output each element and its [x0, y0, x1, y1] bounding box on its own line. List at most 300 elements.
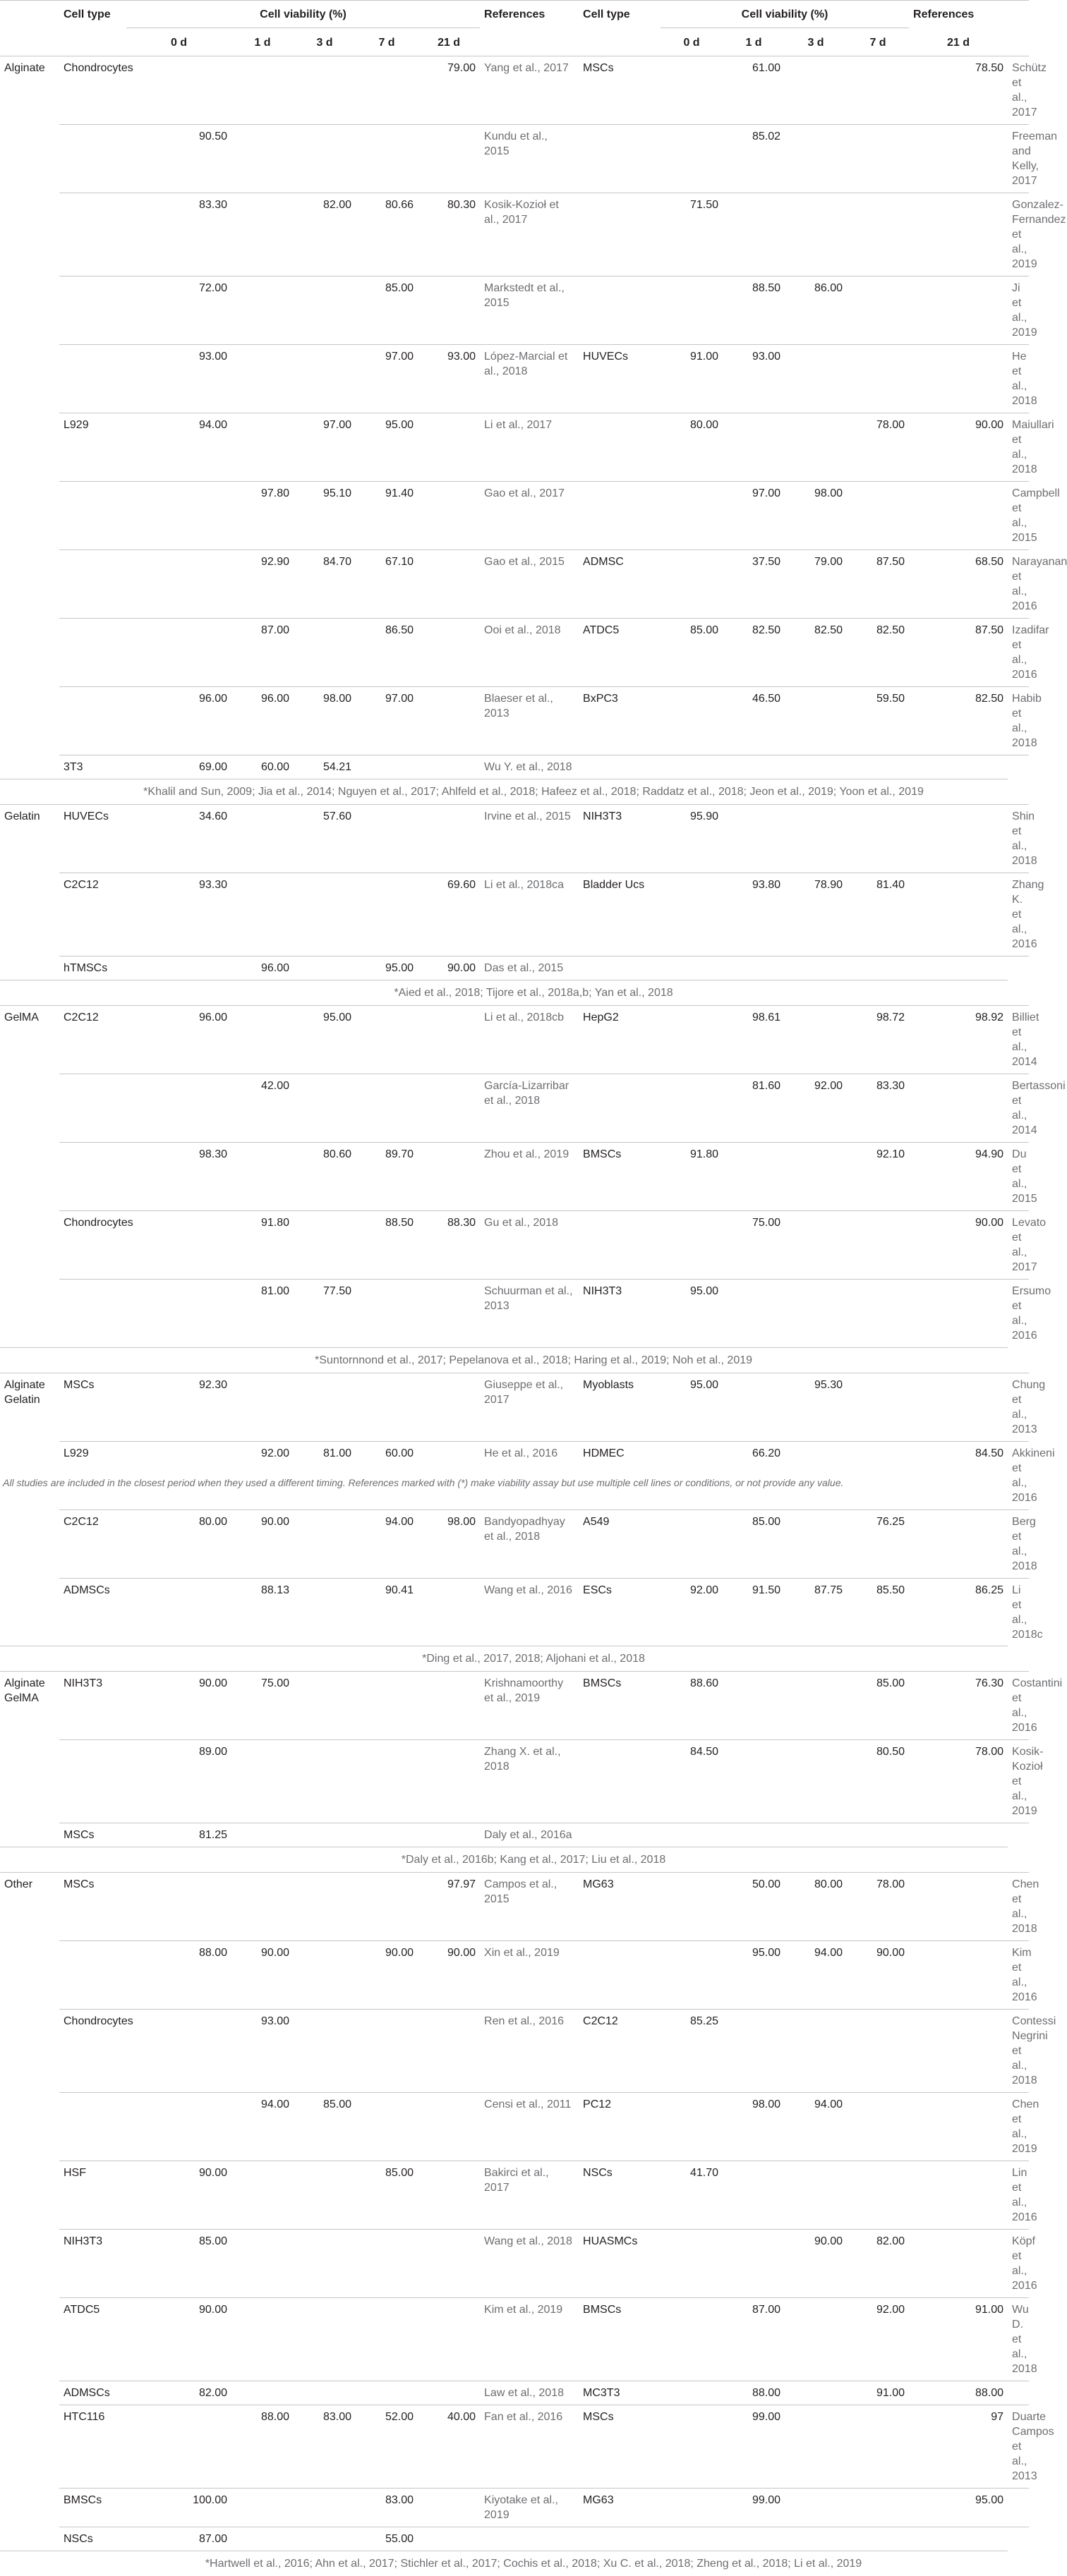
- viability-value: 78.00: [847, 413, 909, 482]
- viability-value: 84.50: [909, 1441, 1008, 1509]
- viability-value: [356, 805, 418, 873]
- viability-value: [661, 1509, 723, 1578]
- cell-type: BMSCs: [579, 1672, 661, 1740]
- group-note: *Ding et al., 2017, 2018; Aljohani et al., 2018: [59, 1646, 1008, 1672]
- viability-value: [356, 1373, 418, 1441]
- viability-value: [294, 125, 356, 193]
- viability-value: 90.00: [356, 1941, 418, 2010]
- viability-value: 98.00: [723, 2093, 785, 2161]
- viability-value: 95.90: [661, 805, 723, 873]
- reference: Irvine et al., 2015: [480, 805, 579, 873]
- group-note-row: [0, 779, 1029, 805]
- viability-value: [418, 2230, 480, 2298]
- cell-type: L929: [59, 1441, 126, 1509]
- viability-value: [909, 956, 1008, 980]
- viability-value: [909, 125, 1008, 193]
- viability-value: [661, 1873, 723, 1941]
- viability-value: [356, 2298, 418, 2381]
- viability-value: [231, 1740, 294, 1823]
- viability-value: 52.00: [356, 2405, 418, 2489]
- table-row: [0, 277, 1029, 345]
- reference: Chen et al., 2019: [1008, 2093, 1029, 2161]
- viability-value: [723, 1373, 785, 1441]
- viability-value: [723, 1672, 785, 1740]
- table-row: [0, 345, 1029, 413]
- viability-value: 80.00: [785, 1873, 847, 1941]
- viability-value: 60.00: [231, 755, 294, 779]
- reference: Zhang X. et al., 2018: [480, 1740, 579, 1823]
- cell-type: HUASMCs: [579, 2230, 661, 2298]
- viability-value: 94.90: [909, 1143, 1008, 1211]
- viability-value: 78.00: [847, 1873, 909, 1941]
- viability-value: 85.25: [661, 2010, 723, 2093]
- viability-value: [723, 956, 785, 980]
- reference: García-Lizarribar et al., 2018: [480, 1074, 579, 1143]
- viability-value: [847, 2010, 909, 2093]
- viability-value: 94.00: [356, 1509, 418, 1578]
- cell-type: Bladder Ucs: [579, 873, 661, 956]
- cell-type: [59, 1740, 126, 1823]
- viability-value: [785, 1441, 847, 1509]
- viability-value: 88.00: [723, 2381, 785, 2405]
- reference: Lin et al., 2016: [1008, 2161, 1029, 2230]
- viability-value: 91.00: [847, 2381, 909, 2405]
- viability-value: 87.50: [847, 550, 909, 619]
- viability-value: 95.00: [661, 1280, 723, 1348]
- viability-value: [661, 2093, 723, 2161]
- viability-value: [661, 2298, 723, 2381]
- viability-value: 94.00: [231, 2093, 294, 2161]
- viability-value: 93.00: [418, 345, 480, 413]
- table-row: [0, 1672, 1029, 1740]
- cell-type: [59, 619, 126, 687]
- viability-value: [661, 2405, 723, 2489]
- viability-value: [418, 482, 480, 550]
- viability-value: 92.00: [847, 2298, 909, 2381]
- cell-type: HDMEC: [579, 1441, 661, 1509]
- viability-value: 94.00: [785, 1941, 847, 2010]
- viability-value: [785, 56, 847, 125]
- viability-value: 81.00: [231, 1280, 294, 1348]
- viability-value: [847, 755, 909, 779]
- viability-value: [909, 1873, 1008, 1941]
- viability-value: 34.60: [126, 805, 231, 873]
- reference: Xin et al., 2019: [480, 1941, 579, 2010]
- reference: Li et al., 2018cb: [480, 1006, 579, 1074]
- viability-value: 90.00: [231, 1941, 294, 2010]
- viability-value: 91.00: [909, 2298, 1008, 2381]
- viability-value: 68.50: [909, 550, 1008, 619]
- viability-value: [418, 1074, 480, 1143]
- reference: Campos et al., 2015: [480, 1873, 579, 1941]
- viability-value: 95.00: [909, 2489, 1008, 2527]
- reference: He et al., 2018: [1008, 345, 1029, 413]
- group-note: *Khalil and Sun, 2009; Jia et al., 2014; Nguyen et al., 2017; Ahlfeld et al., 2018; Hafeez et al., 2018; Raddatz et al., 2018; Jeon et al., 2019; Yoon et al., 2019: [59, 779, 1008, 805]
- reference: Wu Y. et al., 2018: [480, 755, 579, 779]
- table-row: [0, 2230, 1029, 2298]
- table-row: [0, 805, 1029, 873]
- cell-type: [59, 482, 126, 550]
- viability-value: [418, 755, 480, 779]
- viability-value: [723, 413, 785, 482]
- viability-value: [231, 125, 294, 193]
- viability-value: 98.72: [847, 1006, 909, 1074]
- cell-viability-header-right: Cell viability (%): [661, 0, 909, 28]
- viability-value: [661, 1211, 723, 1280]
- viability-value: 97.97: [418, 1873, 480, 1941]
- viability-value: [418, 619, 480, 687]
- table-row: [0, 125, 1029, 193]
- reference: Bandyopadhyay et al., 2018: [480, 1509, 579, 1578]
- reference: Li et al., 2017: [480, 413, 579, 482]
- viability-value: [785, 125, 847, 193]
- viability-value: [661, 1006, 723, 1074]
- viability-value: [418, 125, 480, 193]
- viability-value: [785, 2161, 847, 2230]
- viability-value: 98.00: [418, 1509, 480, 1578]
- viability-value: 98.30: [126, 1143, 231, 1211]
- cell-type: [579, 193, 661, 277]
- viability-value: 97.80: [231, 482, 294, 550]
- viability-value: [723, 2230, 785, 2298]
- viability-value: [294, 956, 356, 980]
- viability-value: [231, 1873, 294, 1941]
- viability-value: [785, 755, 847, 779]
- viability-value: [126, 550, 231, 619]
- cell-type: HUVECs: [59, 805, 126, 873]
- viability-value: [126, 2010, 231, 2093]
- viability-value: [661, 1441, 723, 1509]
- group-note: *Aied et al., 2018; Tijore et al., 2018a,b; Yan et al., 2018: [59, 980, 1008, 1006]
- viability-value: [418, 1006, 480, 1074]
- viability-value: [231, 2161, 294, 2230]
- viability-value: 90.00: [785, 2230, 847, 2298]
- viability-value: 96.00: [126, 687, 231, 755]
- viability-value: [418, 1740, 480, 1823]
- viability-value: [231, 193, 294, 277]
- viability-value: [418, 1578, 480, 1646]
- table-row: [0, 482, 1029, 550]
- viability-value: [785, 1280, 847, 1348]
- day-header-0d: 0 d: [126, 28, 231, 56]
- cell-type: A549: [579, 1509, 661, 1578]
- viability-value: [909, 2010, 1008, 2093]
- cell-type: NIH3T3: [59, 1672, 126, 1740]
- viability-value: [847, 2093, 909, 2161]
- cell-type: MSCs: [579, 2405, 661, 2489]
- viability-value: [847, 345, 909, 413]
- viability-value: [723, 1143, 785, 1211]
- viability-value: [723, 2527, 785, 2551]
- viability-value: [126, 2093, 231, 2161]
- reference: Narayanan et al., 2016: [1008, 550, 1029, 619]
- viability-value: 83.00: [356, 2489, 418, 2527]
- reference: Kosik-Kozioł et al., 2017: [480, 193, 579, 277]
- viability-value: 95.00: [723, 1941, 785, 2010]
- reference: Das et al., 2015: [480, 956, 579, 980]
- viability-value: 91.80: [231, 1211, 294, 1280]
- reference: Maiullari et al., 2018: [1008, 413, 1029, 482]
- viability-value: [294, 1578, 356, 1646]
- viability-value: [294, 1740, 356, 1823]
- reference: Freeman and Kelly, 2017: [1008, 125, 1029, 193]
- viability-value: 95.00: [294, 1006, 356, 1074]
- viability-value: [418, 1280, 480, 1348]
- viability-value: 66.20: [723, 1441, 785, 1509]
- viability-value: 83.30: [126, 193, 231, 277]
- table-row: [0, 1823, 1029, 1847]
- viability-value: 80.66: [356, 193, 418, 277]
- viability-value: 81.25: [126, 1823, 231, 1847]
- cell-type: NIH3T3: [579, 1280, 661, 1348]
- viability-value: [909, 1373, 1008, 1441]
- viability-value: 75.00: [723, 1211, 785, 1280]
- viability-value: [661, 56, 723, 125]
- reference: Duarte Campos et al., 2013: [1008, 2405, 1029, 2489]
- cell-type: [579, 1211, 661, 1280]
- cell-type: ATDC5: [579, 619, 661, 687]
- viability-value: [294, 1672, 356, 1740]
- table-row: [0, 1143, 1029, 1211]
- viability-value: [356, 1074, 418, 1143]
- viability-value: [661, 1941, 723, 2010]
- reference: Markstedt et al., 2015: [480, 277, 579, 345]
- cell-type: [579, 1074, 661, 1143]
- viability-value: 88.50: [356, 1211, 418, 1280]
- viability-value: [661, 956, 723, 980]
- viability-value: [294, 2489, 356, 2527]
- cell-type: [579, 755, 661, 779]
- reference: Wang et al., 2016: [480, 1578, 579, 1646]
- viability-value: [785, 1211, 847, 1280]
- viability-value: [785, 413, 847, 482]
- cell-type: MG63: [579, 1873, 661, 1941]
- reference: Du et al., 2015: [1008, 1143, 1029, 1211]
- viability-value: 93.00: [231, 2010, 294, 2093]
- viability-value: 87.00: [126, 2527, 231, 2551]
- reference: Izadifar et al., 2016: [1008, 619, 1029, 687]
- cell-type: [579, 482, 661, 550]
- reference: Berg et al., 2018: [1008, 1509, 1029, 1578]
- viability-value: 90.00: [126, 2298, 231, 2381]
- group-label: Gelatin: [0, 805, 59, 873]
- viability-value: [418, 805, 480, 873]
- reference: Shin et al., 2018: [1008, 805, 1029, 873]
- cell-type: Chondrocytes: [59, 2010, 126, 2093]
- day-header-21d: 21 d: [909, 28, 1008, 56]
- viability-value: 92.00: [231, 1441, 294, 1509]
- viability-value: 75.00: [231, 1672, 294, 1740]
- viability-value: [418, 2489, 480, 2527]
- viability-value: [356, 1823, 418, 1847]
- reference: Li et al., 2018ca: [480, 873, 579, 956]
- viability-value: [231, 56, 294, 125]
- reference: Kosik-Kozioł et al., 2019: [1008, 1740, 1029, 1823]
- viability-value: [294, 2010, 356, 2093]
- viability-value: [356, 2010, 418, 2093]
- viability-value: [356, 56, 418, 125]
- viability-value: [909, 873, 1008, 956]
- reference: Gonzalez-Fernandez et al., 2019: [1008, 193, 1029, 277]
- viability-value: [418, 2381, 480, 2405]
- table-row: [0, 873, 1029, 956]
- viability-value: [231, 277, 294, 345]
- viability-value: [294, 1941, 356, 2010]
- table-row: [0, 2093, 1029, 2161]
- viability-value: [785, 1143, 847, 1211]
- day-header-3d: 3 d: [294, 28, 356, 56]
- reference: Gao et al., 2015: [480, 550, 579, 619]
- viability-value: 76.25: [847, 1509, 909, 1578]
- viability-value: [126, 619, 231, 687]
- reference: [1008, 956, 1029, 980]
- viability-value: 95.30: [785, 1373, 847, 1441]
- cell-type: L929: [59, 413, 126, 482]
- viability-value: [126, 56, 231, 125]
- cell-type: MSCs: [579, 56, 661, 125]
- viability-value: [847, 805, 909, 873]
- viability-value: 94.00: [126, 413, 231, 482]
- viability-value: [661, 2489, 723, 2527]
- table-row: [0, 1873, 1029, 1941]
- viability-value: 85.00: [723, 1509, 785, 1578]
- viability-value: 79.00: [418, 56, 480, 125]
- viability-value: [847, 2161, 909, 2230]
- viability-value: 91.50: [723, 1578, 785, 1646]
- cell-type: ADMSC: [579, 550, 661, 619]
- viability-value: [661, 687, 723, 755]
- viability-value: 80.00: [661, 413, 723, 482]
- viability-value: [294, 277, 356, 345]
- viability-value: 99.00: [723, 2489, 785, 2527]
- viability-value: [847, 2405, 909, 2489]
- viability-value: 78.00: [909, 1740, 1008, 1823]
- viability-value: 82.50: [785, 619, 847, 687]
- viability-value: [909, 1509, 1008, 1578]
- reference: Köpf et al., 2016: [1008, 2230, 1029, 2298]
- cell-type: [579, 277, 661, 345]
- table-row: [0, 687, 1029, 755]
- reference: Chen et al., 2018: [1008, 1873, 1029, 1941]
- cell-type: HepG2: [579, 1006, 661, 1074]
- viability-value: 82.50: [723, 619, 785, 687]
- viability-value: [661, 277, 723, 345]
- table-row: [0, 2527, 1029, 2551]
- table-row: [0, 1373, 1029, 1441]
- group-label: Other: [0, 1873, 59, 1941]
- viability-value: [909, 2230, 1008, 2298]
- viability-value: [126, 1280, 231, 1348]
- viability-value: 59.50: [847, 687, 909, 755]
- cell-type: NSCs: [59, 2527, 126, 2551]
- viability-value: [661, 873, 723, 956]
- reference: Ji et al., 2019: [1008, 277, 1029, 345]
- reference: [1008, 1823, 1029, 1847]
- viability-value: [294, 1509, 356, 1578]
- viability-value: 85.00: [126, 2230, 231, 2298]
- viability-value: [231, 2381, 294, 2405]
- cell-type: MSCs: [59, 1873, 126, 1941]
- reference: Wang et al., 2018: [480, 2230, 579, 2298]
- reference: Censi et al., 2011: [480, 2093, 579, 2161]
- viability-value: [847, 1373, 909, 1441]
- viability-value: 91.40: [356, 482, 418, 550]
- viability-value: 71.50: [661, 193, 723, 277]
- group-label: Alginate GelMA: [0, 1672, 59, 1740]
- viability-value: [231, 2527, 294, 2551]
- group-label: Alginate: [0, 56, 59, 125]
- viability-value: [356, 2093, 418, 2161]
- reference: [1008, 2527, 1029, 2551]
- cell-type: NIH3T3: [59, 2230, 126, 2298]
- viability-value: [231, 1373, 294, 1441]
- cell-type: NIH3T3: [579, 805, 661, 873]
- viability-value: [847, 277, 909, 345]
- reference: Kiyotake et al., 2019: [480, 2489, 579, 2527]
- viability-value: [294, 1074, 356, 1143]
- viability-value: 87.00: [231, 619, 294, 687]
- viability-value: 42.00: [231, 1074, 294, 1143]
- viability-value: 83.00: [294, 2405, 356, 2489]
- viability-value: 79.00: [785, 550, 847, 619]
- viability-value: 92.30: [126, 1373, 231, 1441]
- viability-value: [785, 193, 847, 277]
- table-row: [0, 193, 1029, 277]
- cell-type: BMSCs: [59, 2489, 126, 2527]
- viability-value: 87.50: [909, 619, 1008, 687]
- table-row: [0, 1211, 1029, 1280]
- viability-value: [909, 755, 1008, 779]
- viability-value: 87.00: [723, 2298, 785, 2381]
- viability-value: [356, 1672, 418, 1740]
- viability-value: 82.00: [126, 2381, 231, 2405]
- reference: Billiet et al., 2014: [1008, 1006, 1029, 1074]
- group-header: [0, 0, 59, 28]
- viability-value: [231, 2489, 294, 2527]
- group-note: *Suntornnond et al., 2017; Pepelanova et al., 2018; Haring et al., 2019; Noh et al., 2019: [59, 1347, 1008, 1373]
- viability-value: 57.60: [294, 805, 356, 873]
- viability-value: [418, 2010, 480, 2093]
- viability-value: [723, 193, 785, 277]
- group-note-row: [0, 1347, 1029, 1373]
- reference: Blaeser et al., 2013: [480, 687, 579, 755]
- cell-type: [579, 413, 661, 482]
- day-header-0d: 0 d: [661, 28, 723, 56]
- viability-value: 97.00: [356, 687, 418, 755]
- day-header-1d: 1 d: [231, 28, 294, 56]
- reference: Schuurman et al., 2013: [480, 1280, 579, 1348]
- viability-value: 97.00: [294, 413, 356, 482]
- group-note-row: [0, 2551, 1029, 2576]
- reference: Law et al., 2018: [480, 2381, 579, 2405]
- viability-value: 72.00: [126, 277, 231, 345]
- table-row: [0, 1441, 1029, 1509]
- table-row: [0, 1941, 1029, 2010]
- viability-value: [356, 1873, 418, 1941]
- viability-value: [785, 1740, 847, 1823]
- viability-value: [909, 1823, 1008, 1847]
- header-row-1: [0, 0, 1029, 28]
- viability-value: [785, 2298, 847, 2381]
- viability-value: [231, 2298, 294, 2381]
- day-header-7d: 7 d: [847, 28, 909, 56]
- viability-value: [294, 619, 356, 687]
- viability-value: [909, 193, 1008, 277]
- viability-value: [785, 1672, 847, 1740]
- viability-value: [231, 1823, 294, 1847]
- viability-value: [126, 2405, 231, 2489]
- group-note-row: [0, 1646, 1029, 1672]
